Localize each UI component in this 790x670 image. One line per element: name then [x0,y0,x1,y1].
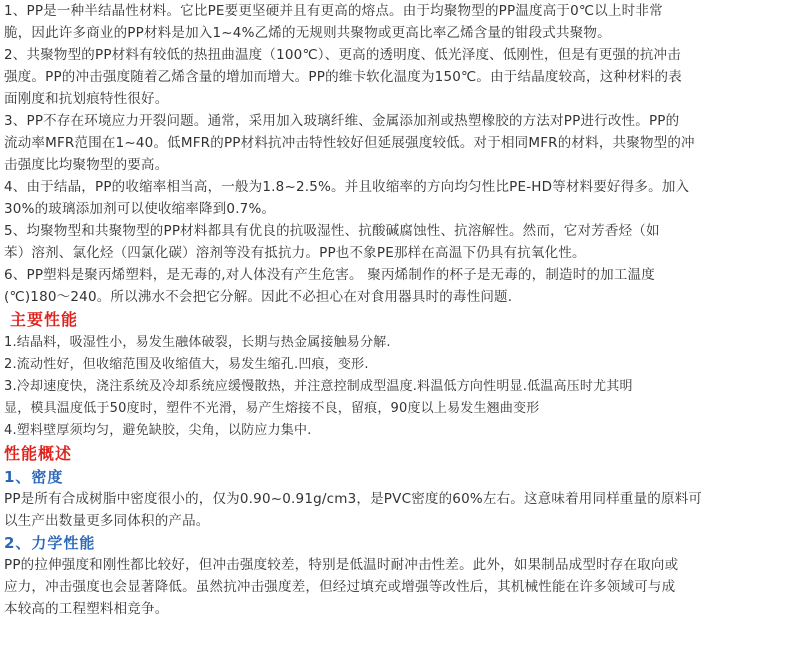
text-line: 击强度比均聚物型的要高。 [4,157,169,173]
text-line: 2、共聚物型的PP材料有较低的热扭曲温度（100℃）、更高的透明度、低光泽度、低刚性，但是有更强的抗冲击 [4,47,681,63]
list-item: 4.塑料壁厚须均匀，避免缺胶，尖角，以防应力集中. [4,423,312,438]
text-line: (℃)180～240。所以沸水不会把它分解。因此不必担心在对食用器具时的毒性问题. [4,289,513,305]
main-properties-list [4,332,784,442]
text-line: 面刚度和抗划痕特性很好。 [4,91,169,107]
main-properties-heading: 主要性能 [10,310,79,329]
density-heading: 1、密度 [4,468,64,486]
list-item: 3.冷却速度快，浇注系统及冷却系统应缓慢散热，并注意控制成型温度.料温低方向性明显.低温高压时尤其明 [4,379,633,394]
text-line: PP是所有合成树脂中密度很小的，仅为0.90~0.91g/cm3，是PVC密度的60%左右。这意味着用同样重量的原料可 [4,491,703,507]
text-line: 30%的玻璃添加剂可以使收缩率降到0.7%。 [4,201,276,217]
text-line: 3、PP不存在环境应力开裂问题。通常，采用加入玻璃纤维、金属添加剂或热塑橡胶的方法对PP进行改性。PP的 [4,113,680,129]
text-line: 6、PP塑料是聚丙烯塑料，是无毒的,对人体没有产生危害。 聚丙烯制作的杯子是无毒的，制造时的加工温度 [4,267,655,283]
intro-section [4,0,784,308]
text-line: 5、均聚物型和共聚物型的PP材料都具有优良的抗吸湿性、抗酸碱腐蚀性、抗溶解性。然而，它对芳香烃（如 [4,223,660,239]
text-line: 强度。PP的冲击强度随着乙烯含量的增加而增大。PP的维卡软化温度为150℃。由于结晶度较高，这种材料的表 [4,69,682,85]
article-body [4,0,784,620]
text-line: 1、PP是一种半结晶性材料。它比PE要更坚硬并且有更高的熔点。由于均聚物型的PP温度高于0℃以上时非常 [4,3,663,19]
list-item: 2.流动性好，但收缩范围及收缩值大，易发生缩孔.凹痕，变形. [4,357,369,372]
text-line: 以生产出数量更多同体积的产品。 [4,513,210,529]
overview-heading: 性能概述 [4,444,73,463]
text-line: 4、由于结晶，PP的收缩率相当高，一般为1.8~2.5%。并且收缩率的方向均匀性比PE-HD等材料要好得多。加入 [4,179,690,195]
mechanics-heading: 2、力学性能 [4,534,96,552]
text-line: 应力，冲击强度也会显著降低。虽然抗冲击强度差，但经过填充或增强等改性后，其机械性能在许多领域可与成 [4,579,676,595]
list-item: 1.结晶料，吸湿性小，易发生融体破裂，长期与热金属接触易分解. [4,335,391,350]
text-line: 流动率MFR范围在1~40。低MFR的PP材料抗冲击特性较好但延展强度较低。对于相同MFR的材料，共聚物型的冲 [4,135,695,151]
text-line: PP的拉伸强度和刚性都比较好，但冲击强度较差，特别是低温时耐冲击性差。此外，如果制品成型时存在取向或 [4,557,679,573]
text-line: 苯）溶剂、氯化烃（四氯化碳）溶剂等没有抵抗力。PP也不象PE那样在高温下仍具有抗氧化性。 [4,245,586,261]
text-line: 本较高的工程塑料相竞争。 [4,601,169,617]
list-item: 显，模具温度低于50度时，塑件不光滑，易产生熔接不良，留痕，90度以上易发生翘曲变形 [4,401,540,416]
text-line: 脆，因此许多商业的PP材料是加入1~4%乙烯的无规则共聚物或更高比率乙烯含量的钳段式共聚物。 [4,25,611,41]
